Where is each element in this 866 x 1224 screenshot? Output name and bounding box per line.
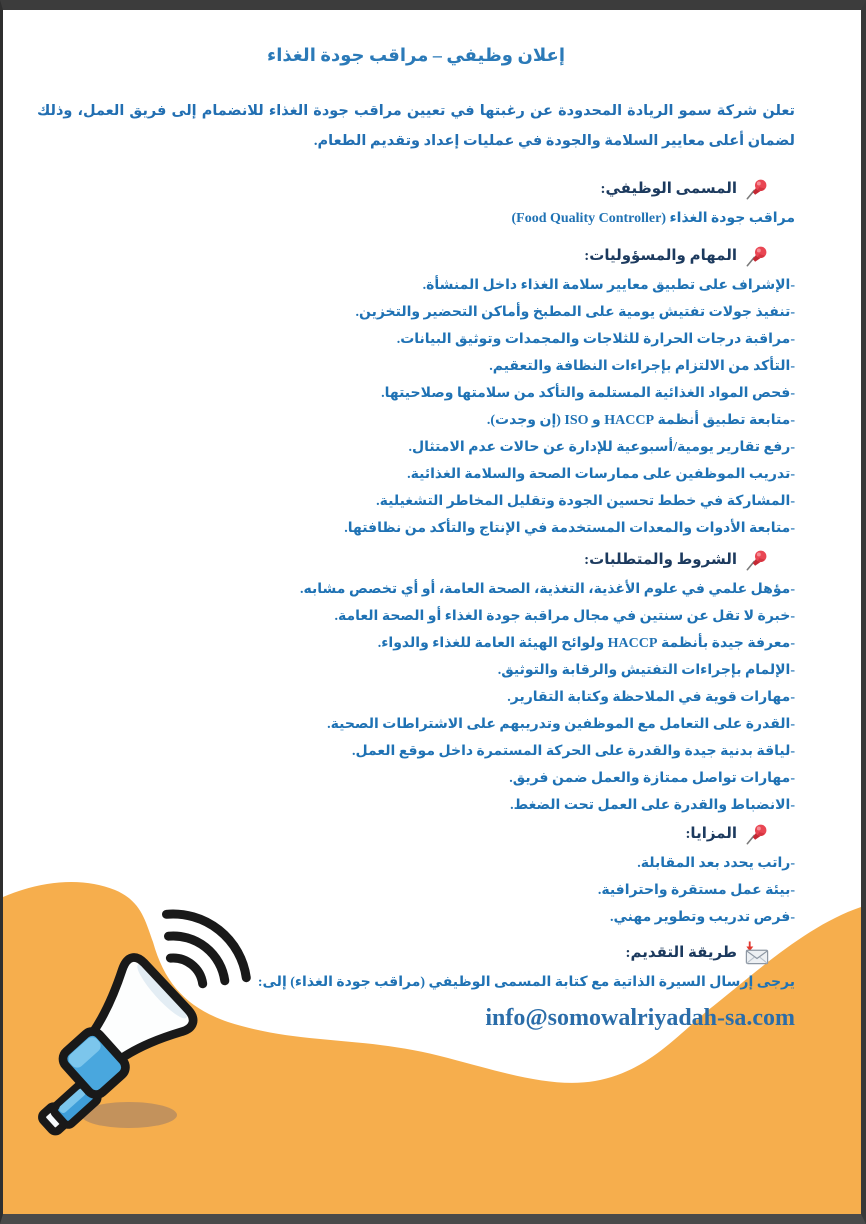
section-items <box>37 969 795 996</box>
list-item: -الإشراف على تطبيق معايير سلامة الغذاء داخل المنشأة. <box>422 278 795 293</box>
list-item: -الانضباط والقدرة على العمل تحت الضغط. <box>510 798 795 813</box>
section-heading: طريقة التقديم: <box>625 945 737 961</box>
section-heading-row <box>37 821 769 847</box>
section <box>37 940 795 1034</box>
pushpin-icon <box>745 548 769 572</box>
email-address: info@somowalriyadah-sa.com <box>485 1005 795 1031</box>
list-item: -لياقة بدنية جيدة والقدرة على الحركة المستمرة داخل موقع العمل. <box>351 744 795 759</box>
list-item: -التأكد من الالتزام بإجراءات النظافة والتعقيم. <box>489 359 795 374</box>
section-heading-row <box>37 176 769 202</box>
intro-paragraph: تعلن شركة سمو الريادة المحدودة عن رغبتها في تعيين مراقب جودة الغذاء للانضمام إلى فريق العمل، وذلك لضمان أعلى معايير السلامة والجودة في عمليات إعداد وتقديم الطعام. <box>37 103 795 149</box>
pushpin-icon <box>745 244 769 268</box>
list-item: -مؤهل علمي في علوم الأغذية، التغذية، الصحة العامة، أو أي تخصص مشابه. <box>300 582 795 597</box>
flyer-content <box>3 10 861 1034</box>
list-item: يرجى إرسال السيرة الذاتية مع كتابة المسمى الوظيفي (مراقب جودة الغذاء) إلى: <box>257 975 795 990</box>
section-heading-row <box>37 940 769 966</box>
section-heading-row <box>37 547 769 573</box>
section <box>37 243 795 542</box>
list-item: -فرص تدريب وتطوير مهني. <box>610 910 795 925</box>
list-item: -متابعة الأدوات والمعدات المستخدمة في الإنتاج والتأكد من نظافتها. <box>344 521 795 536</box>
list-item: مراقب جودة الغذاء (Food Quality Controller) <box>511 211 795 226</box>
section-items <box>37 205 795 232</box>
list-item: -مهارات قوية في الملاحظة وكتابة التقارير. <box>507 690 795 705</box>
list-item: -راتب يحدد بعد المقابلة. <box>637 856 795 871</box>
list-item: -المشاركة في خطط تحسين الجودة وتقليل المخاطر التشغيلية. <box>376 494 795 509</box>
section <box>37 547 795 819</box>
section-items <box>37 850 795 931</box>
section-heading: المزايا: <box>685 826 737 842</box>
pushpin-icon <box>745 822 769 846</box>
list-item: -معرفة جيدة بأنظمة HACCP ولوائح الهيئة العامة للغذاء والدواء. <box>377 636 795 651</box>
section-items <box>37 272 795 542</box>
section <box>37 176 795 232</box>
list-item: -تدريب الموظفين على ممارسات الصحة والسلامة الغذائية. <box>407 467 795 482</box>
list-item: -خبرة لا تقل عن سنتين في مجال مراقبة جودة الغذاء أو الصحة العامة. <box>334 609 795 624</box>
section-items <box>37 576 795 819</box>
sections-container <box>37 176 795 1034</box>
flyer-page <box>3 10 861 1214</box>
list-item: -القدرة على التعامل مع الموظفين وتدريبهم على الاشتراطات الصحية. <box>327 717 795 732</box>
section-heading-row <box>37 243 769 269</box>
section <box>37 821 795 931</box>
list-item: -فحص المواد الغذائية المستلمة والتأكد من سلامتها وصلاحيتها. <box>381 386 795 401</box>
list-item: -الإلمام بإجراءات التفتيش والرقابة والتوثيق. <box>497 663 795 678</box>
list-item: -مهارات تواصل ممتازة والعمل ضمن فريق. <box>509 771 795 786</box>
list-item: -بيئة عمل مستقرة واحترافية. <box>597 883 795 898</box>
list-item: -متابعة تطبيق أنظمة HACCP و ISO (إن وجدت). <box>486 413 795 428</box>
pushpin-icon <box>745 177 769 201</box>
list-item: -مراقبة درجات الحرارة للثلاجات والمجمدات وتوثيق البيانات. <box>396 332 795 347</box>
page-title: إعلان وظيفي – مراقب جودة الغذاء <box>267 45 565 65</box>
section-heading: المسمى الوظيفي: <box>600 181 737 197</box>
section-heading: المهام والمسؤوليات: <box>584 248 737 264</box>
mail-icon <box>745 941 769 965</box>
list-item: -رفع تقارير يومية/أسبوعية للإدارة عن حالات عدم الامتثال. <box>408 440 795 455</box>
list-item: -تنفيذ جولات تفتيش يومية على المطبخ وأماكن التحضير والتخزين. <box>355 305 795 320</box>
section-heading: الشروط والمتطلبات: <box>584 552 737 568</box>
